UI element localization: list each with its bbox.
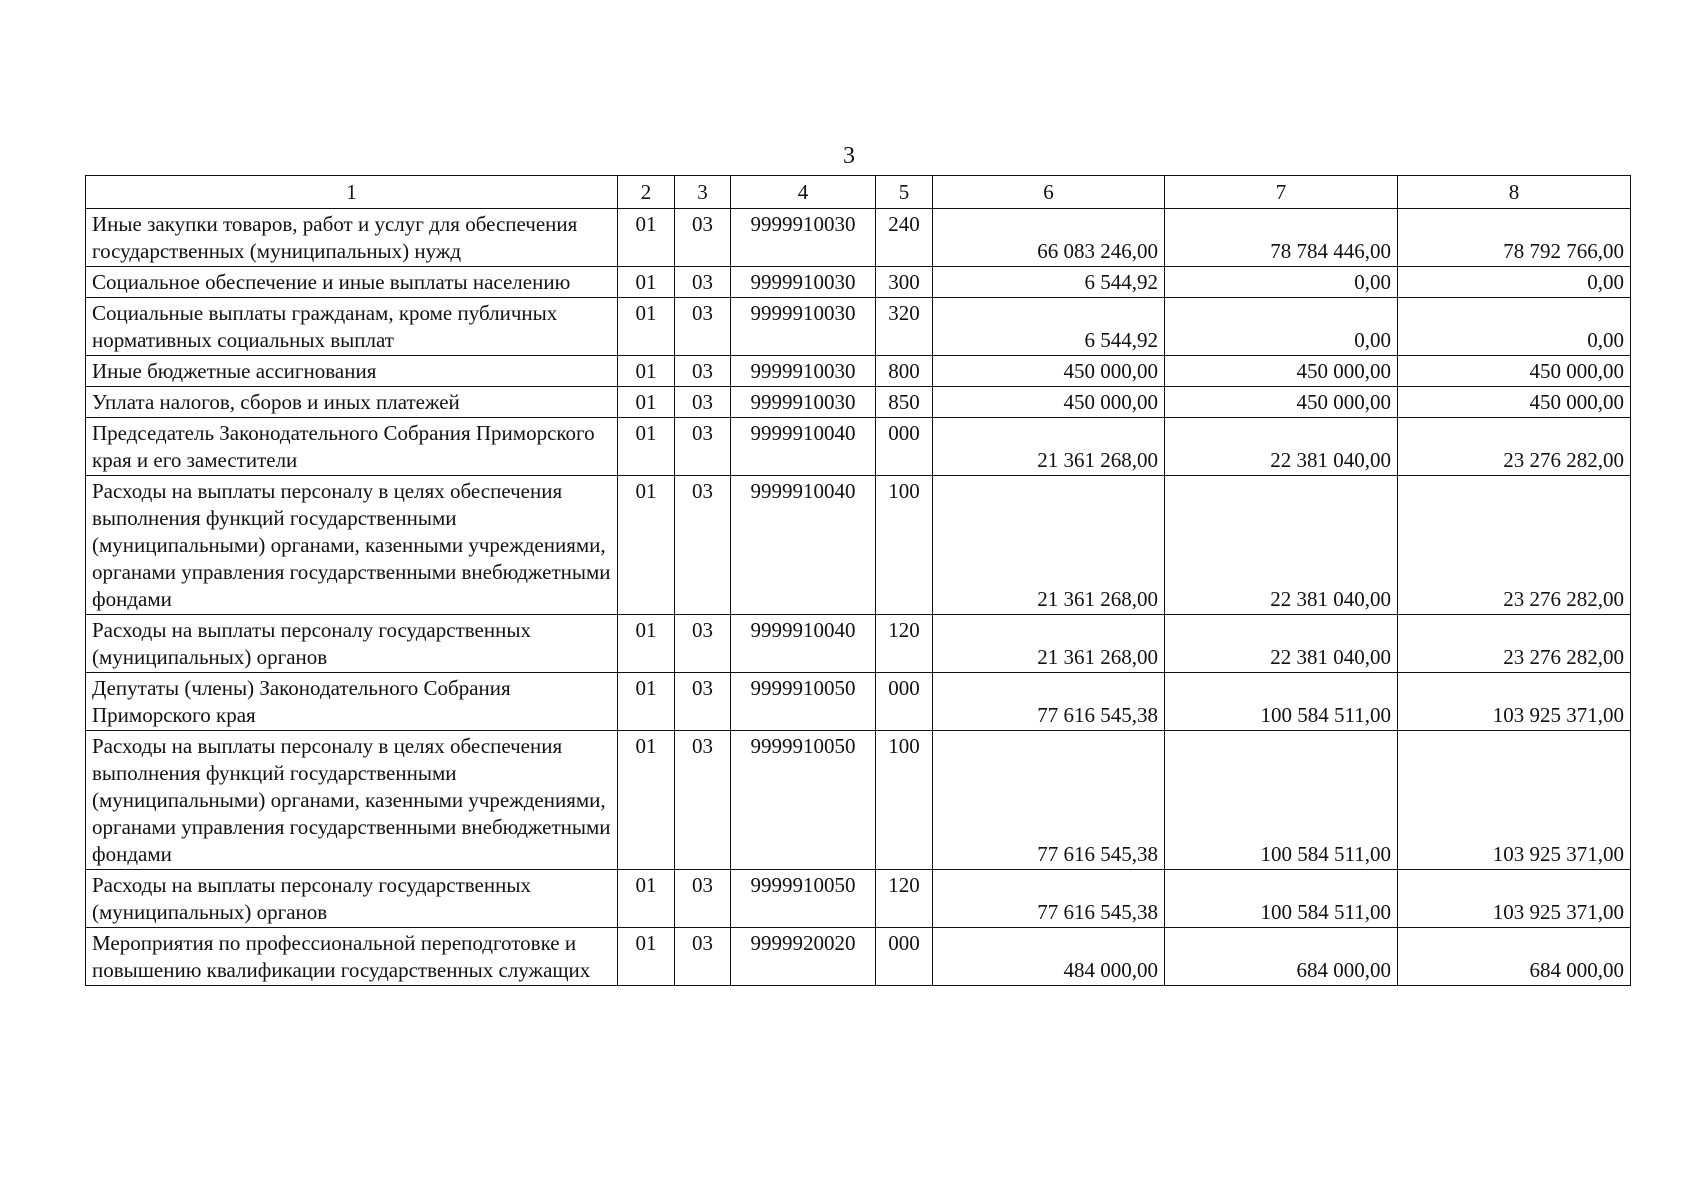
expense-type-cell: 100	[876, 731, 933, 870]
item-name-cell: Расходы на выплаты персоналу в целях обеспечения выполнения функций государственными (муниципальными) органами, казенными учреждениями, органами управления государственными внебюджетными фондами	[86, 476, 618, 615]
amount-col8-cell: 450 000,00	[1398, 356, 1631, 387]
amount-col7-cell: 450 000,00	[1165, 356, 1398, 387]
expense-type-cell: 120	[876, 870, 933, 928]
target-article-cell: 9999910030	[731, 298, 876, 356]
expense-type-cell: 240	[876, 209, 933, 267]
target-article-cell: 9999910050	[731, 870, 876, 928]
item-name-cell: Расходы на выплаты персоналу в целях обеспечения выполнения функций государственными (муниципальными) органами, казенными учреждениями, органами управления государственными внебюджетными фондами	[86, 731, 618, 870]
header-cell: 1	[86, 176, 618, 209]
subsection-code-cell: 03	[675, 209, 731, 267]
table-row	[86, 476, 1631, 615]
item-name-cell: Уплата налогов, сборов и иных платежей	[86, 387, 618, 418]
target-article-cell: 9999910030	[731, 209, 876, 267]
amount-col7-cell: 22 381 040,00	[1165, 476, 1398, 615]
table-row	[86, 673, 1631, 731]
expense-type-cell: 100	[876, 476, 933, 615]
subsection-code-cell: 03	[675, 731, 731, 870]
amount-col6-cell: 66 083 246,00	[933, 209, 1165, 267]
table-row	[86, 387, 1631, 418]
amount-col8-cell: 103 925 371,00	[1398, 673, 1631, 731]
expense-type-cell: 800	[876, 356, 933, 387]
amount-col6-cell: 77 616 545,38	[933, 673, 1165, 731]
amount-col8-cell: 0,00	[1398, 298, 1631, 356]
amount-col6-cell: 77 616 545,38	[933, 870, 1165, 928]
section-code-cell: 01	[618, 928, 675, 986]
section-code-cell: 01	[618, 673, 675, 731]
amount-col7-cell: 22 381 040,00	[1165, 418, 1398, 476]
subsection-code-cell: 03	[675, 298, 731, 356]
item-name-cell: Социальное обеспечение и иные выплаты населению	[86, 267, 618, 298]
target-article-cell: 9999910040	[731, 615, 876, 673]
amount-col7-cell: 0,00	[1165, 267, 1398, 298]
table-row	[86, 731, 1631, 870]
header-cell: 8	[1398, 176, 1631, 209]
amount-col6-cell: 21 361 268,00	[933, 476, 1165, 615]
amount-col6-cell: 450 000,00	[933, 356, 1165, 387]
subsection-code-cell: 03	[675, 418, 731, 476]
expense-type-cell: 000	[876, 928, 933, 986]
amount-col8-cell: 684 000,00	[1398, 928, 1631, 986]
table-row	[86, 209, 1631, 267]
header-cell: 7	[1165, 176, 1398, 209]
header-cell: 5	[876, 176, 933, 209]
target-article-cell: 9999910030	[731, 356, 876, 387]
section-code-cell: 01	[618, 298, 675, 356]
target-article-cell: 9999910030	[731, 387, 876, 418]
table-row	[86, 418, 1631, 476]
subsection-code-cell: 03	[675, 870, 731, 928]
amount-col7-cell: 450 000,00	[1165, 387, 1398, 418]
section-code-cell: 01	[618, 476, 675, 615]
amount-col7-cell: 100 584 511,00	[1165, 673, 1398, 731]
subsection-code-cell: 03	[675, 356, 731, 387]
amount-col8-cell: 450 000,00	[1398, 387, 1631, 418]
amount-col6-cell: 21 361 268,00	[933, 418, 1165, 476]
target-article-cell: 9999910040	[731, 418, 876, 476]
item-name-cell: Расходы на выплаты персоналу государственных (муниципальных) органов	[86, 870, 618, 928]
subsection-code-cell: 03	[675, 928, 731, 986]
subsection-code-cell: 03	[675, 387, 731, 418]
section-code-cell: 01	[618, 387, 675, 418]
amount-col7-cell: 78 784 446,00	[1165, 209, 1398, 267]
expense-type-cell: 320	[876, 298, 933, 356]
item-name-cell: Председатель Законодательного Собрания Приморского края и его заместители	[86, 418, 618, 476]
amount-col6-cell: 21 361 268,00	[933, 615, 1165, 673]
table-row	[86, 298, 1631, 356]
item-name-cell: Социальные выплаты гражданам, кроме публичных нормативных социальных выплат	[86, 298, 618, 356]
amount-col8-cell: 23 276 282,00	[1398, 615, 1631, 673]
item-name-cell: Расходы на выплаты персоналу государственных (муниципальных) органов	[86, 615, 618, 673]
amount-col6-cell: 77 616 545,38	[933, 731, 1165, 870]
table-row	[86, 870, 1631, 928]
amount-col7-cell: 100 584 511,00	[1165, 870, 1398, 928]
amount-col8-cell: 103 925 371,00	[1398, 731, 1631, 870]
header-cell: 6	[933, 176, 1165, 209]
target-article-cell: 9999910040	[731, 476, 876, 615]
expense-type-cell: 850	[876, 387, 933, 418]
header-row	[86, 176, 1631, 209]
expense-type-cell: 300	[876, 267, 933, 298]
budget-table	[85, 175, 1631, 986]
amount-col8-cell: 23 276 282,00	[1398, 476, 1631, 615]
amount-col7-cell: 0,00	[1165, 298, 1398, 356]
table-row	[86, 615, 1631, 673]
section-code-cell: 01	[618, 731, 675, 870]
section-code-cell: 01	[618, 356, 675, 387]
amount-col7-cell: 684 000,00	[1165, 928, 1398, 986]
item-name-cell: Иные закупки товаров, работ и услуг для обеспечения государственных (муниципальных) нужд	[86, 209, 618, 267]
amount-col8-cell: 78 792 766,00	[1398, 209, 1631, 267]
header-cell: 3	[675, 176, 731, 209]
target-article-cell: 9999920020	[731, 928, 876, 986]
amount-col6-cell: 6 544,92	[933, 298, 1165, 356]
page-number: 3	[843, 143, 855, 169]
header-cell: 2	[618, 176, 675, 209]
subsection-code-cell: 03	[675, 476, 731, 615]
section-code-cell: 01	[618, 870, 675, 928]
amount-col6-cell: 450 000,00	[933, 387, 1165, 418]
amount-col7-cell: 22 381 040,00	[1165, 615, 1398, 673]
amount-col6-cell: 6 544,92	[933, 267, 1165, 298]
header-cell: 4	[731, 176, 876, 209]
target-article-cell: 9999910050	[731, 731, 876, 870]
amount-col8-cell: 0,00	[1398, 267, 1631, 298]
expense-type-cell: 000	[876, 673, 933, 731]
item-name-cell: Иные бюджетные ассигнования	[86, 356, 618, 387]
target-article-cell: 9999910030	[731, 267, 876, 298]
section-code-cell: 01	[618, 209, 675, 267]
item-name-cell: Депутаты (члены) Законодательного Собрания Приморского края	[86, 673, 618, 731]
subsection-code-cell: 03	[675, 615, 731, 673]
expense-type-cell: 000	[876, 418, 933, 476]
subsection-code-cell: 03	[675, 267, 731, 298]
target-article-cell: 9999910050	[731, 673, 876, 731]
amount-col8-cell: 103 925 371,00	[1398, 870, 1631, 928]
item-name-cell: Мероприятия по профессиональной переподготовке и повышению квалификации государственных служащих	[86, 928, 618, 986]
section-code-cell: 01	[618, 418, 675, 476]
amount-col7-cell: 100 584 511,00	[1165, 731, 1398, 870]
amount-col8-cell: 23 276 282,00	[1398, 418, 1631, 476]
section-code-cell: 01	[618, 615, 675, 673]
table-row	[86, 267, 1631, 298]
table-row	[86, 356, 1631, 387]
expense-type-cell: 120	[876, 615, 933, 673]
table-row	[86, 928, 1631, 986]
amount-col6-cell: 484 000,00	[933, 928, 1165, 986]
subsection-code-cell: 03	[675, 673, 731, 731]
section-code-cell: 01	[618, 267, 675, 298]
